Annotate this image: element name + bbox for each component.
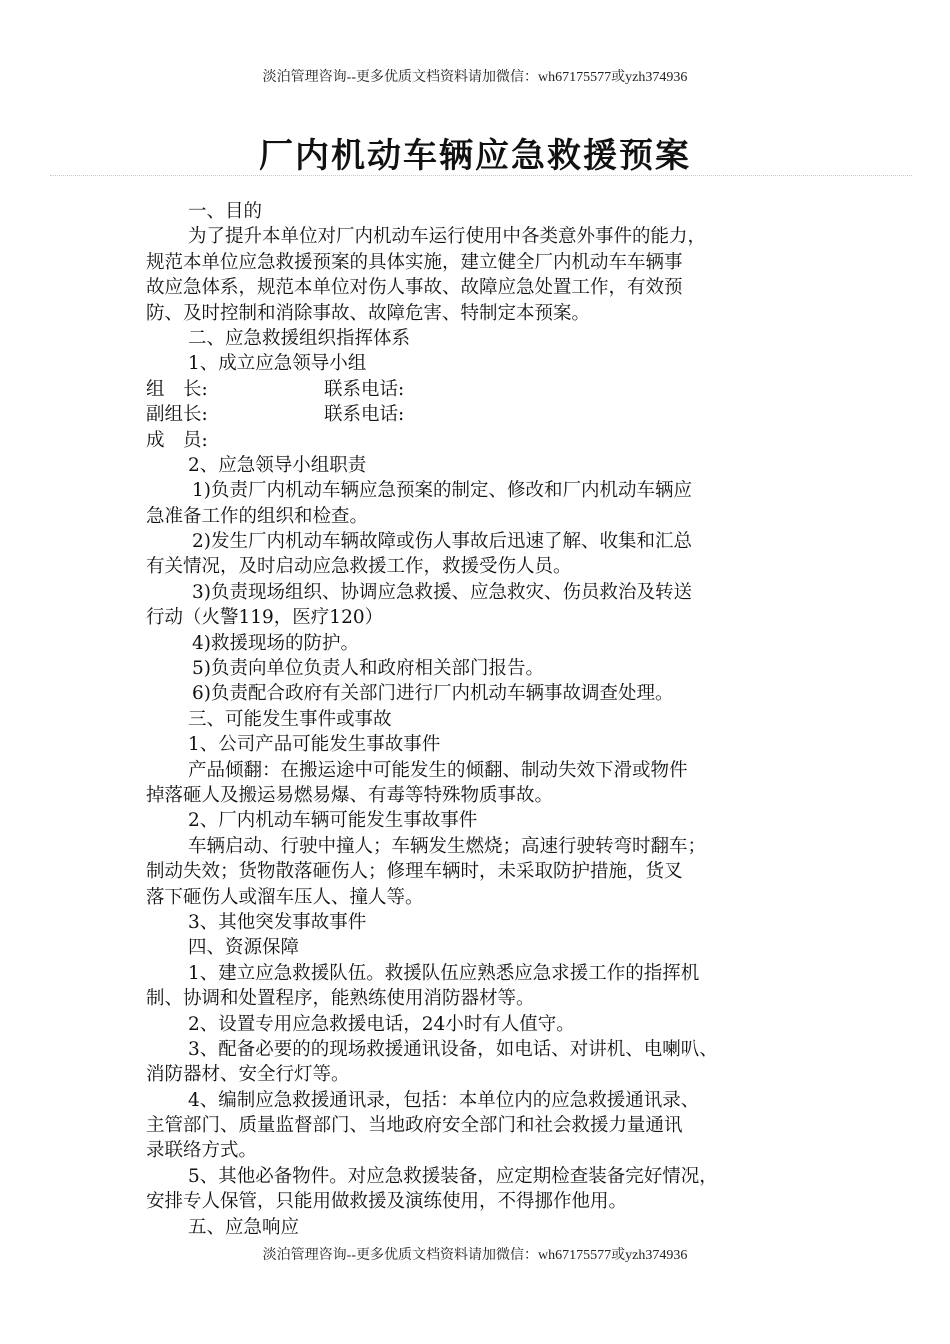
paragraph-line: 防、及时控制和消除事故、故障危害、特制定本预案。 xyxy=(146,302,591,324)
list-item-line: 有关情况，及时启动应急救援工作，救援受伤人员。 xyxy=(146,556,572,578)
paragraph-line: 5、其他必备物件。对应急救援装备，应定期检查装备完好情况， xyxy=(188,1165,718,1187)
leader-label: 组 长: xyxy=(146,378,208,400)
subsection-heading: 1、成立应急领导小组 xyxy=(188,353,367,375)
paragraph-line: 车辆启动、行驶中撞人；车辆发生燃烧；高速行驶转弯时翻车； xyxy=(188,835,707,857)
paragraph-line: 3、配备必要的的现场救援通讯设备，如电话、对讲机、电喇叭、 xyxy=(188,1038,718,1060)
leader-phone-label: 联系电话: xyxy=(324,378,405,400)
section-heading: 一、目的 xyxy=(188,201,263,222)
title-divider xyxy=(50,175,912,176)
leader-field-row xyxy=(146,377,826,402)
list-item-line: 4)救援现场的防护。 xyxy=(192,632,359,654)
deputy-phone-label: 联系电话: xyxy=(324,404,405,426)
paragraph-line: 安排专人保管，只能用做救援及演练使用，不得挪作他用。 xyxy=(146,1191,628,1213)
list-item-line: 2)发生厂内机动车辆故障或伤人事故后迅速了解、收集和汇总 xyxy=(192,531,692,553)
list-item-line: 6)负责配合政府有关部门进行厂内机动车辆事故调查处理。 xyxy=(192,683,674,705)
paragraph-line: 4、编制应急救援通讯录，包括：本单位内的应急救援通讯录、 xyxy=(188,1089,700,1111)
paragraph-line: 规范本单位应急救援预案的具体实施，建立健全厂内机动车车辆事 xyxy=(146,251,683,273)
subsection-heading: 1、公司产品可能发生事故事件 xyxy=(188,734,441,756)
subsection-heading: 3、其他突发事故事件 xyxy=(188,911,367,933)
paragraph-line: 故应急体系，规范本单位对伤人事故、故障应急处置工作，有效预 xyxy=(146,277,683,299)
list-item-line: 3)负责现场组织、协调应急救援、应急救灾、伤员救治及转送 xyxy=(192,581,692,603)
paragraph-line: 掉落砸人及搬运易燃易爆、有毒等特殊物质事故。 xyxy=(146,784,554,806)
list-item-line: 行动（火警119，医疗120） xyxy=(146,607,384,629)
list-item-line: 5)负责向单位负责人和政府相关部门报告。 xyxy=(192,658,544,680)
members-label: 成 员: xyxy=(146,429,208,451)
section-heading: 三、可能发生事件或事故 xyxy=(188,708,392,730)
list-item-line: 1)负责厂内机动车辆应急预案的制定、修改和厂内机动车辆应 xyxy=(192,480,692,502)
deputy-label: 副组长: xyxy=(146,404,208,426)
subsection-heading: 2、应急领导小组职责 xyxy=(188,454,367,476)
header-note: 淡泊管理咨询--更多优质文档资料请加微信：wh67175577或yzh374936 xyxy=(262,70,688,85)
paragraph-line: 主管部门、质量监督部门、当地政府安全部门和社会救援力量通讯 xyxy=(146,1115,683,1137)
paragraph-line: 产品倾翻：在搬运途中可能发生的倾翻、制动失效下滑或物件 xyxy=(188,759,688,781)
document-body xyxy=(146,199,826,1240)
paragraph-line: 消防器材、安全行灯等。 xyxy=(146,1064,350,1086)
section-heading: 二、应急救援组织指挥体系 xyxy=(188,327,411,349)
paragraph-line: 1、建立应急救援队伍。救援队伍应熟悉应急求援工作的指挥机 xyxy=(188,962,700,984)
subsection-heading: 2、厂内机动车辆可能发生事故事件 xyxy=(188,810,478,832)
paragraph-line: 落下砸伤人或溜车压人、撞人等。 xyxy=(146,886,424,908)
footer-note: 淡泊管理咨询--更多优质文档资料请加微信：wh67175577或yzh374936 xyxy=(262,1248,688,1263)
paragraph-line: 为了提升本单位对厂内机动车运行使用中各类意外事件的能力， xyxy=(188,226,707,248)
document-title: 厂内机动车辆应急救援预案 xyxy=(259,136,691,176)
list-item-line: 急准备工作的组织和检查。 xyxy=(146,505,369,527)
paragraph-line: 录联络方式。 xyxy=(146,1140,258,1162)
section-heading: 四、资源保障 xyxy=(188,937,300,959)
paragraph-line: 2、设置专用应急救援电话，24小时有人值守。 xyxy=(188,1013,575,1035)
paragraph-line: 制、协调和处置程序，能熟练使用消防器材等。 xyxy=(146,988,535,1010)
deputy-field-row xyxy=(146,402,826,427)
paragraph-line: 制动失效；货物散落砸伤人；修理车辆时，未采取防护措施，货叉 xyxy=(146,861,683,883)
section-heading: 五、应急响应 xyxy=(188,1216,300,1238)
